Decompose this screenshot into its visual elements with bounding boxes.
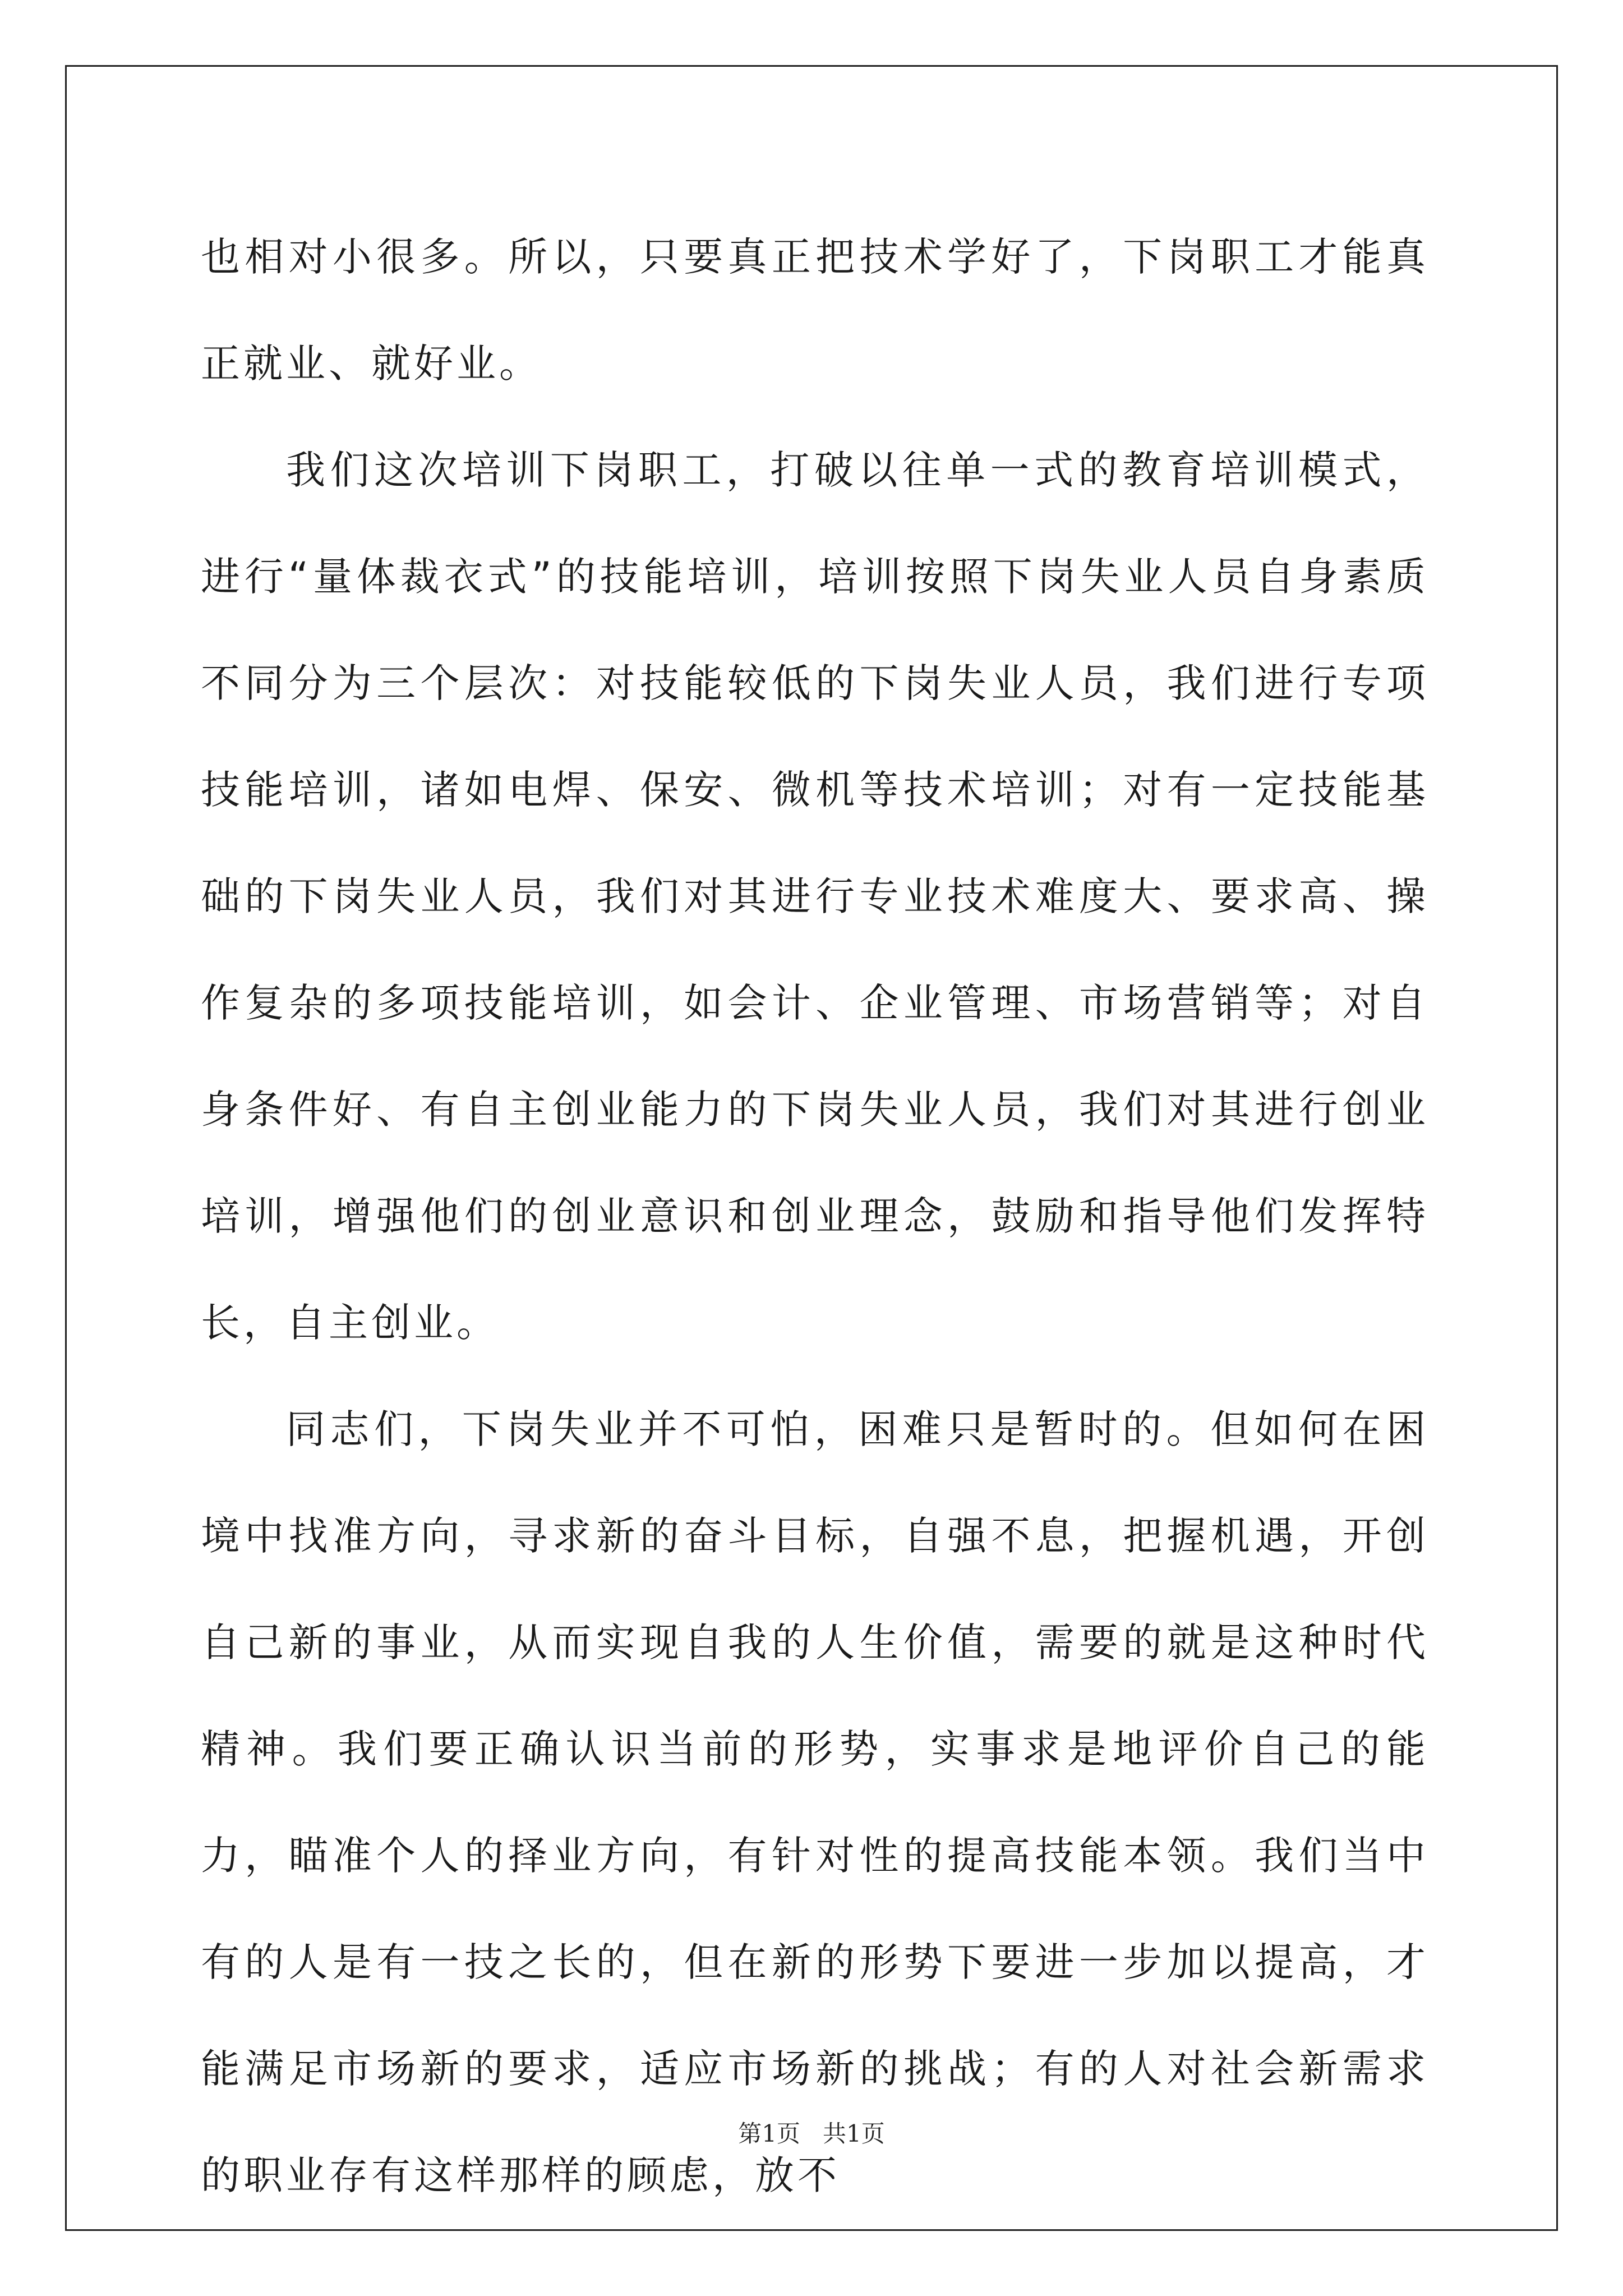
paragraph-1: 也相对小很多。所以，只要真正把技术学好了，下岗职工才能真正就业、就好业。 [201, 234, 1429, 386]
page-number: 第1页 [738, 2120, 800, 2147]
paragraph-3: 同志们，下岗失业并不可怕，困难只是暂时的。但如何在困境中找准方向，寻求新的奋斗目标，自强不息，把握机遇，开创自己新的事业，从而实现自我的人生价值，需要的就是这种时代精神。我们要正确认识当前的形势，实事求是地评价自己的能力，瞄准个人的择业方向，有针对性的提高技能本领。我们当中有的人是有一技之长的，但在新的形势下要进一步加以提高，才能满足市场新的要求，适应市场新的挑战；有的人对社会新需求的职业存有这样那样的顾虑，放不 [201, 1406, 1429, 2198]
page-footer [0, 2117, 1623, 2151]
page-total: 共1页 [823, 2120, 885, 2147]
document-body [201, 204, 1429, 2229]
paragraph-2: 我们这次培训下岗职工，打破以往单一式的教育培训模式，进行“量体裁衣式”的技能培训，培训按照下岗失业人员自身素质不同分为三个层次：对技能较低的下岗失业人员，我们进行专项技能培训，诸如电焊、保安、微机等技术培训；对有一定技能基础的下岗失业人员，我们对其进行专业技术难度大、要求高、操作复杂的多项技能培训，如会计、企业管理、市场营销等；对自身条件好、有自主创业能力的下岗失业人员，我们对其进行创业培训，增强他们的创业意识和创业理念，鼓励和指导他们发挥特长，自主创业。 [201, 447, 1429, 1346]
